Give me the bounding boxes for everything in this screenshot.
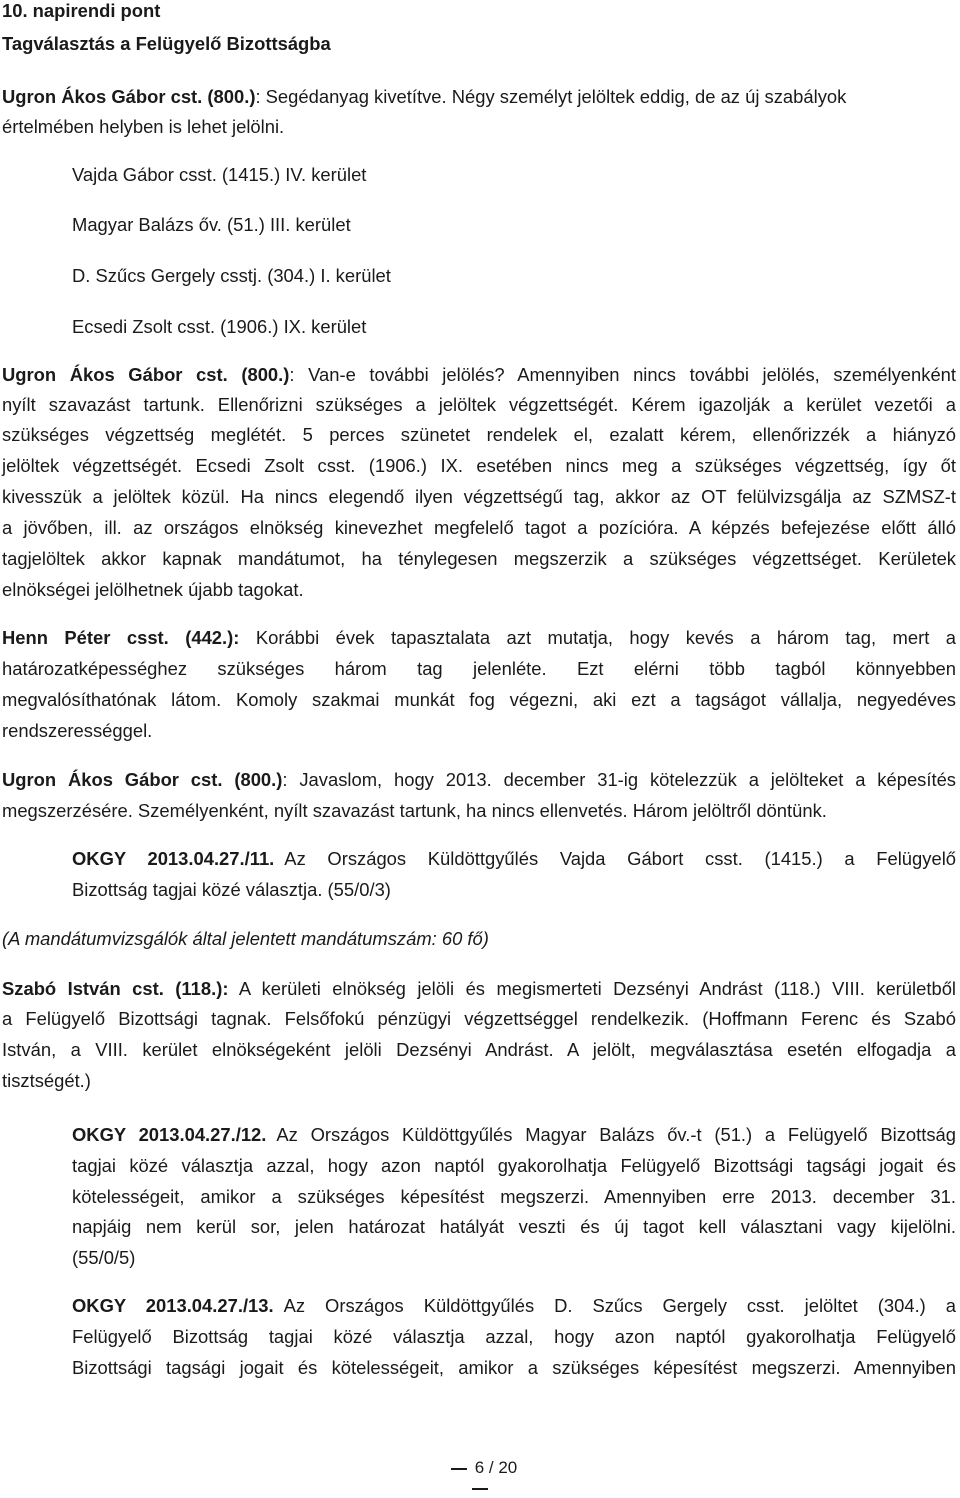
speaker-name: Henn Péter csst. (442.): — [2, 627, 240, 648]
speaker-name: Ugron Ákos Gábor cst. (800.) — [2, 86, 256, 107]
resolution-line: OKGY 2013.04.27./11. Az Országos Küldöttgyűlés Vajda Gábort csst. (1415.) a Felügyelő — [72, 848, 957, 869]
paragraph-line: István, a VIII. kerület elnökségeként jelöli Dezsényi Andrást. A jelölt, megválasztása esetén elfogadja a — [2, 1039, 956, 1060]
paragraph-line: kivesszük a jelöltek közül. Ha nincs elegendő ilyen végzettségű tag, akkor az OT felülvizsgálja az SZMSZ-t — [2, 486, 956, 507]
paragraph-line: megszerzésére. Személyenként, nyílt szavazást tartunk, ha nincs ellenvetés. Három jelöltről döntünk. — [2, 800, 827, 821]
agenda-item-number: 10. napirendi pont — [2, 0, 161, 21]
paragraph-line: nyílt szavazást tartunk. Ellenőrizni szükséges a jelöltek végzettségét. Kérem igazolják a kerület vezetői a — [2, 394, 956, 415]
section-title: Tagválasztás a Felügyelő Bizottságba — [2, 33, 331, 54]
paragraph-line: jelöltek végzettségét. Ecsedi Zsolt csst. (1906.) IX. esetében nincs meg a szükséges végzettség, így őt — [2, 455, 956, 476]
resolution-line: (55/0/5) — [72, 1247, 136, 1268]
paragraph-line: Ugron Ákos Gábor cst. (800.): Van-e további jelölés? Amennyiben nincs további jelölés, személyenként — [2, 364, 957, 385]
resolution-id: OKGY 2013.04.27./11. — [72, 848, 275, 869]
candidate-item: Vajda Gábor csst. (1415.) IV. kerület — [72, 164, 367, 185]
resolution-line: kötelességeit, amikor a szükséges képesítést megszerzi. Amennyiben erre 2013. december 31. — [72, 1186, 956, 1207]
footer-dash — [451, 1468, 467, 1470]
paragraph-line: értelmében helyben is lehet jelölni. — [2, 116, 285, 137]
candidate-item: Magyar Balázs őv. (51.) III. kerület — [72, 214, 351, 235]
speaker-name: Ugron Ákos Gábor cst. (800.) — [2, 769, 283, 790]
speaker-name: Ugron Ákos Gábor cst. (800.) — [2, 364, 290, 385]
resolution-line: napjáig nem kerül sor, jelen határozat hatályát veszti és új tagot kell választani vagy kijelölni. — [72, 1216, 956, 1237]
candidate-item: Ecsedi Zsolt csst. (1906.) IX. kerület — [72, 316, 367, 337]
paragraph-line: rendszerességgel. — [2, 720, 153, 741]
paragraph-line: Ugron Ákos Gábor cst. (800.): Segédanyag kivetítve. Négy személyt jelöltek eddig, de az új szabályok — [2, 86, 847, 107]
paragraph-line: szükséges végzettség meglétét. 5 perces szünetet rendelek el, ezalatt kérem, ellenőrizzék a hiányzó — [2, 424, 956, 445]
resolution-line: Bizottság tagjai közé választja. (55/0/3) — [72, 879, 391, 900]
paragraph-line: tagjelöltek akkor kapnak mandátumot, ha ténylegesen megszerzik a szükséges végzettséget. Kerületek — [2, 548, 956, 569]
resolution-line: OKGY 2013.04.27./12. Az Országos Küldöttgyűlés Magyar Balázs őv.-t (51.) a Felügyelő Bizottság — [72, 1124, 957, 1145]
resolution-id: OKGY 2013.04.27./12. — [72, 1124, 267, 1145]
page-number-footer — [440, 1458, 520, 1498]
paragraph-line: megvalósíthatónak látom. Komoly szakmai munkát fog végezni, aki ezt a tagságot vállalja, negyedéves — [2, 689, 956, 710]
paragraph-line: Henn Péter csst. (442.): Korábbi évek tapasztalata azt mutatja, hogy kevés a három tag, mert a — [2, 627, 956, 648]
resolution-line: Felügyelő Bizottság tagjai közé választja azzal, hogy azon naptól gyakorolhatja Felügyelő — [72, 1326, 956, 1347]
paragraph-line: határozatképességhez szükséges három tag jelenléte. Ezt elérni több tagból könnyebben — [2, 658, 956, 679]
speaker-name: Szabó István cst. (118.): — [2, 978, 229, 999]
resolution-id: OKGY 2013.04.27./13. — [72, 1295, 274, 1316]
footer-dash — [472, 1488, 488, 1490]
resolution-line: OKGY 2013.04.27./13. Az Országos Küldöttgyűlés D. Szűcs Gergely csst. jelöltet (304.) a — [72, 1295, 956, 1316]
mandate-note: (A mandátumvizsgálók által jelentett mandátumszám: 60 fő) — [2, 928, 489, 949]
paragraph-line: a jövőben, ill. az országos elnökség kinevezhet megfelelő tagot a pozícióra. A képzés befejezése előtt álló — [2, 517, 956, 538]
candidate-item: D. Szűcs Gergely csstj. (304.) I. kerület — [72, 265, 391, 286]
paragraph-line: Szabó István cst. (118.): A kerületi elnökség jelöli és megismerteti Dezsényi Andrást (118.) VIII. kerületből — [2, 978, 957, 999]
page-number: 6 / 20 — [474, 1458, 518, 1477]
paragraph-line: elnökségei jelölhetnek újabb tagokat. — [2, 579, 304, 600]
resolution-line: Bizottsági tagsági jogait és kötelességeit, amikor a szükséges képesítést megszerzi. Amennyiben — [72, 1357, 956, 1378]
paragraph-line: a Felügyelő Bizottsági tagnak. Felsőfokú pénzügyi végzettséggel rendelkezik. (Hoffmann Ferenc és Szabó — [2, 1008, 956, 1029]
resolution-line: tagjai közé választja azzal, hogy azon naptól gyakorolhatja Felügyelő Bizottsági tagsági jogait és — [72, 1155, 956, 1176]
paragraph-line: Ugron Ákos Gábor cst. (800.): Javaslom, hogy 2013. december 31-ig kötelezzük a jelölteket a képesítés — [2, 769, 957, 790]
paragraph-line: tisztségét.) — [2, 1070, 91, 1091]
